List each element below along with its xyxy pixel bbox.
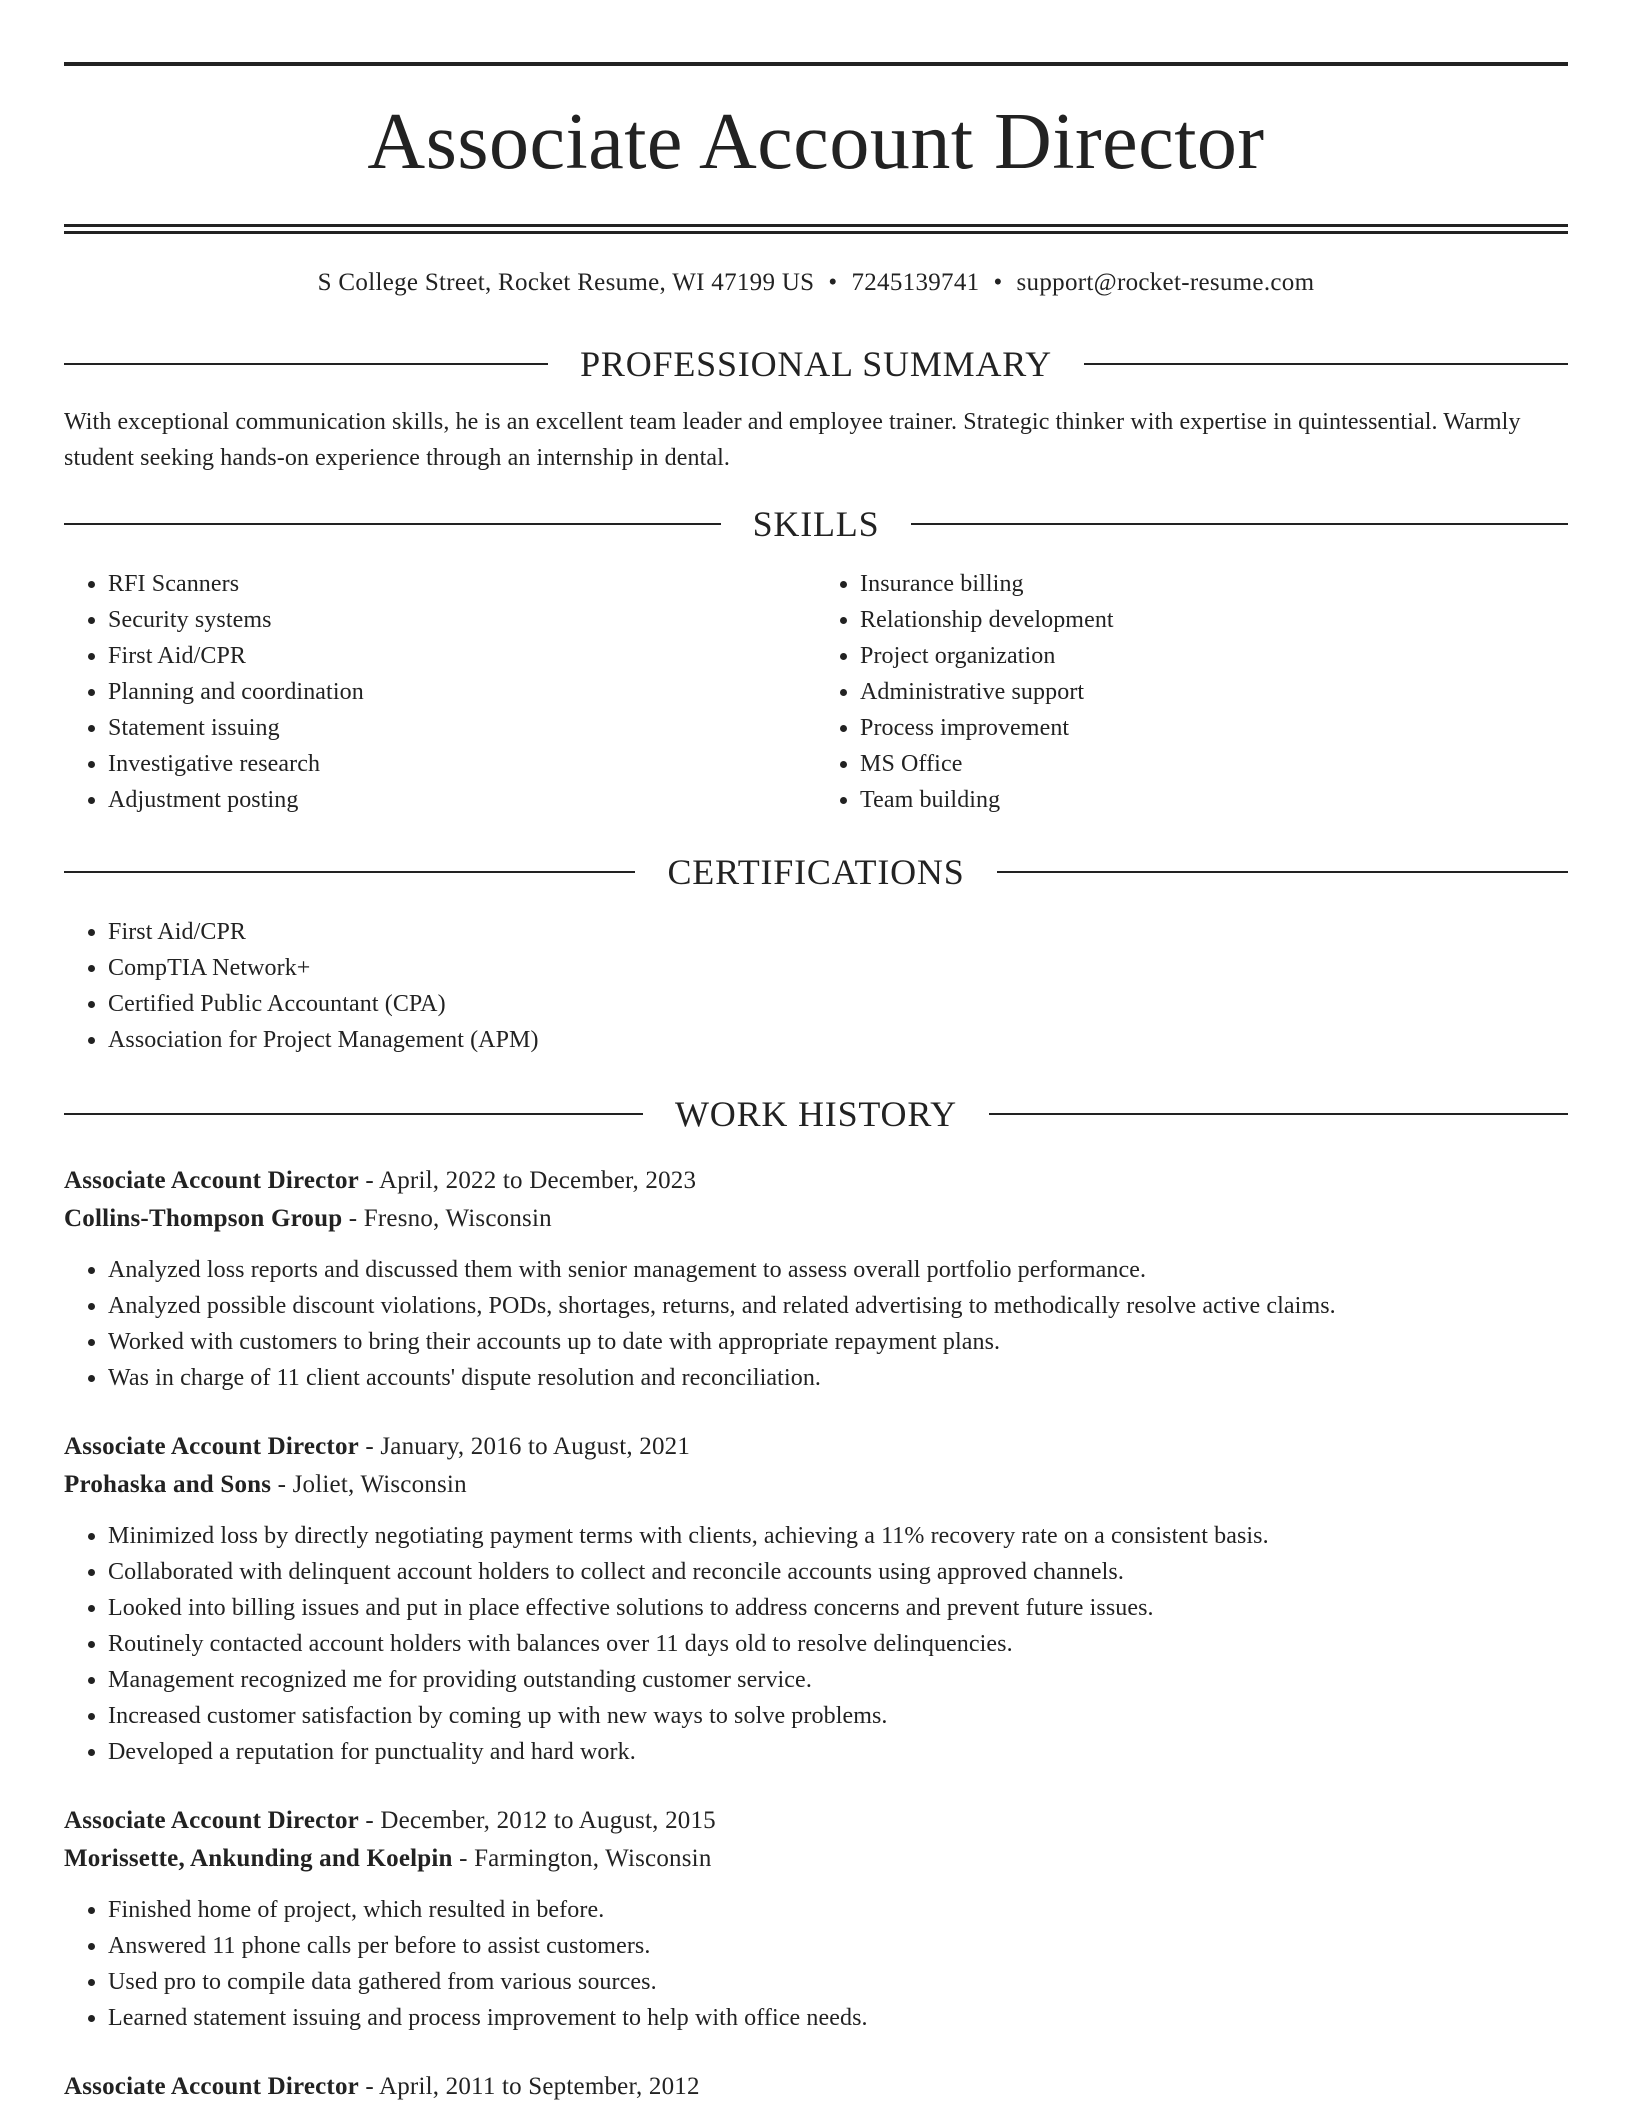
job-company-line xyxy=(64,1840,1568,1878)
skill-item: • First Aid/CPR xyxy=(108,638,816,674)
certification-item: • Certified Public Accountant (CPA) xyxy=(108,986,1568,1022)
resume-name: Associate Account Director xyxy=(367,98,1265,186)
section-heading-skills xyxy=(64,506,1568,542)
job-location: - Fresno, Wisconsin xyxy=(342,1205,552,1232)
job-role: Associate Account Director xyxy=(64,1433,359,1460)
job-dates: - January, 2016 to August, 2021 xyxy=(358,1433,691,1460)
job-bullet: • Collaborated with delinquent account holders to collect and reconcile accounts using approved channels. xyxy=(108,1554,1568,1590)
contact-address: S College Street, Rocket Resume, WI 47199 US xyxy=(317,269,815,296)
job-dates: - April, 2011 to September, 2012 xyxy=(358,2073,700,2100)
contact-phone: 7245139741 xyxy=(851,269,980,296)
section-heading-summary xyxy=(64,346,1568,382)
skills-list-left xyxy=(64,566,816,818)
job-bullet: • Learned statement issuing and process improvement to help with office needs. xyxy=(108,2000,1568,2036)
heading-rule xyxy=(64,871,635,873)
job-entry xyxy=(64,1428,1568,1770)
job-title-line xyxy=(64,1162,1568,1200)
section-heading-text: PROFESSIONAL SUMMARY xyxy=(580,344,1052,384)
skill-item: • Administrative support xyxy=(860,674,1568,710)
heading-rule xyxy=(64,1113,643,1115)
job-title-line xyxy=(64,2068,1568,2106)
skill-item: • Process improvement xyxy=(860,710,1568,746)
certification-item: • First Aid/CPR xyxy=(108,914,1568,950)
contact-separator: • xyxy=(828,269,838,296)
skill-item: • Investigative research xyxy=(108,746,816,782)
contact-separator: • xyxy=(993,269,1003,296)
job-bullet: • Analyzed loss reports and discussed them with senior management to assess overall portfolio performance. xyxy=(108,1252,1568,1288)
header-double-rule xyxy=(64,224,1568,234)
skill-item: • Security systems xyxy=(108,602,816,638)
skill-item: • Project organization xyxy=(860,638,1568,674)
job-role: Associate Account Director xyxy=(64,1807,359,1834)
job-bullet: • Answered 11 phone calls per before to assist customers. xyxy=(108,1928,1568,1964)
job-company-line xyxy=(64,1200,1568,1238)
heading-rule xyxy=(911,523,1568,525)
job-role: Associate Account Director xyxy=(64,1167,359,1194)
job-company: Collins-Thompson Group xyxy=(64,1205,343,1232)
certification-item: • CompTIA Network+ xyxy=(108,950,1568,986)
job-bullet: • Developed a reputation for punctuality and hard work. xyxy=(108,1734,1568,1770)
job-bullet: • Used pro to compile data gathered from various sources. xyxy=(108,1964,1568,2000)
skill-item: • Adjustment posting xyxy=(108,782,816,818)
skill-item: • Planning and coordination xyxy=(108,674,816,710)
job-bullet: • Was in charge of 11 client accounts' dispute resolution and reconciliation. xyxy=(108,1360,1568,1396)
job-location: - Joliet, Wisconsin xyxy=(271,1471,467,1498)
job-location: - Farmington, Wisconsin xyxy=(452,1845,712,1872)
job-dates: - December, 2012 to August, 2015 xyxy=(358,1807,716,1834)
certification-item: • Association for Project Management (APM) xyxy=(108,1022,1568,1058)
job-company: Prohaska and Sons xyxy=(64,1471,272,1498)
heading-rule xyxy=(989,1113,1568,1115)
contact-line xyxy=(64,268,1568,298)
contact-email: support@rocket-resume.com xyxy=(1016,269,1315,296)
job-role: Associate Account Director xyxy=(64,2073,359,2100)
job-bullet: • Looked into billing issues and put in place effective solutions to address concerns and prevent future issues. xyxy=(108,1590,1568,1626)
heading-rule xyxy=(997,871,1568,873)
summary-text: With exceptional communication skills, he is an excellent team leader and employee trainer. Strategic thinker with expertise in quintessential. Warmly student seeking hands-on experience through an internship in dental. xyxy=(64,409,1521,471)
job-bullets xyxy=(64,1518,1568,1770)
job-company-line xyxy=(64,1466,1568,1504)
skill-item: • Insurance billing xyxy=(860,566,1568,602)
skills-list-right xyxy=(816,566,1568,818)
heading-rule xyxy=(64,523,721,525)
job-bullet: • Management recognized me for providing outstanding customer service. xyxy=(108,1662,1568,1698)
section-heading-text: SKILLS xyxy=(752,504,880,544)
job-company: Morissette, Ankunding and Koelpin xyxy=(64,1845,453,1872)
job-entry xyxy=(64,2068,1568,2106)
job-bullet: • Routinely contacted account holders with balances over 11 days old to resolve delinquencies. xyxy=(108,1626,1568,1662)
skill-item: • Team building xyxy=(860,782,1568,818)
header-top-rule xyxy=(64,62,1568,66)
job-bullet: • Finished home of project, which resulted in before. xyxy=(108,1892,1568,1928)
job-bullet: • Analyzed possible discount violations, PODs, shortages, returns, and related advertising to methodically resolve active claims. xyxy=(108,1288,1568,1324)
section-heading-text: CERTIFICATIONS xyxy=(667,852,965,892)
job-title-line xyxy=(64,1428,1568,1466)
job-bullet: • Minimized loss by directly negotiating payment terms with clients, achieving a 11% recovery rate on a consistent basis. xyxy=(108,1518,1568,1554)
job-entry xyxy=(64,1162,1568,1396)
job-bullet: • Increased customer satisfaction by coming up with new ways to solve problems. xyxy=(108,1698,1568,1734)
job-bullet: • Worked with customers to bring their accounts up to date with appropriate repayment plans. xyxy=(108,1324,1568,1360)
job-bullets xyxy=(64,1892,1568,2036)
heading-rule xyxy=(64,363,548,365)
skills-columns xyxy=(64,566,1568,818)
section-heading-certifications xyxy=(64,854,1568,890)
certifications-list xyxy=(64,914,1568,1058)
skill-item: • RFI Scanners xyxy=(108,566,816,602)
section-heading-text: WORK HISTORY xyxy=(675,1094,957,1134)
heading-rule xyxy=(1084,363,1568,365)
section-heading-work-history xyxy=(64,1096,1568,1132)
job-bullets xyxy=(64,1252,1568,1396)
job-entry xyxy=(64,1802,1568,2036)
job-title-line xyxy=(64,1802,1568,1840)
job-dates: - April, 2022 to December, 2023 xyxy=(358,1167,697,1194)
skill-item: • MS Office xyxy=(860,746,1568,782)
skill-item: • Relationship development xyxy=(860,602,1568,638)
skill-item: • Statement issuing xyxy=(108,710,816,746)
